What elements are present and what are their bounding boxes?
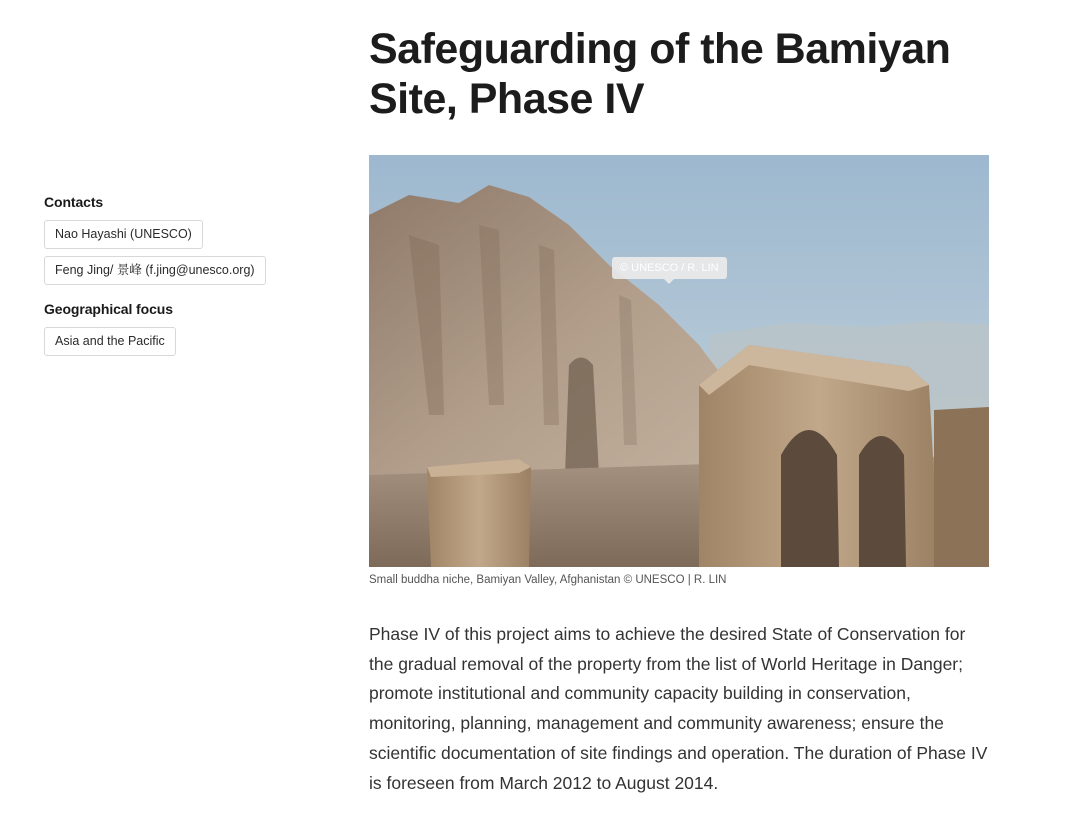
main-content [369, 24, 989, 793]
contact-tag-nao-hayashi[interactable]: Nao Hayashi (UNESCO) [44, 220, 203, 249]
photo-credit-tooltip: © UNESCO / R. LIN [612, 257, 727, 279]
contacts-heading: Contacts [44, 194, 104, 210]
contacts-list [44, 220, 304, 285]
page-title: Safeguarding of the Bamiyan Site, Phase IV [369, 25, 951, 123]
geographical-focus-section [44, 301, 304, 356]
contact-tag-feng-jing[interactable]: Feng Jing/ 景峰 (f.jing@unesco.org) [44, 256, 266, 285]
geographical-focus-list [44, 327, 304, 356]
photo-caption: Small buddha niche, Bamiyan Valley, Afghanistan © UNESCO | R. LIN [369, 574, 727, 586]
bamiyan-photo[interactable] [369, 155, 989, 567]
sidebar [44, 194, 304, 356]
photo-figure [369, 155, 989, 588]
geo-tag-asia-pacific[interactable]: Asia and the Pacific [44, 327, 176, 356]
project-description: Phase IV of this project aims to achieve the desired State of Conservation for the gradual removal of the property from the list of World Heritage in Danger; promote institutional and community capacity building in conservation, monitoring, planning, management and community awareness; ensure the scientific documentation of site findings and operation. The duration of Phase IV is foreseen from March 2012 to August 2014. [369, 624, 988, 793]
bamiyan-photo-illustration [369, 155, 989, 567]
geographical-focus-heading: Geographical focus [44, 301, 173, 317]
